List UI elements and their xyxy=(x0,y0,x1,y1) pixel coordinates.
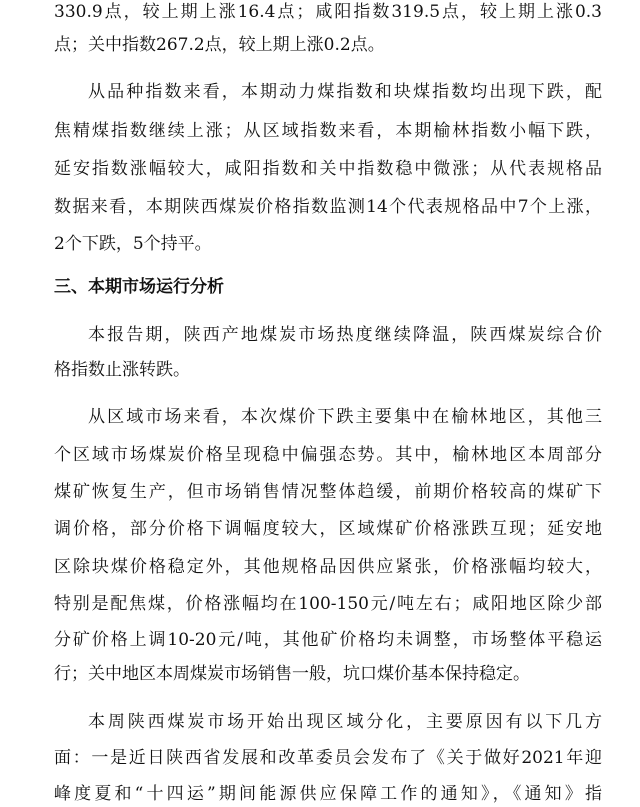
text-line: 焦精煤指数继续上涨；从区域指数来看，本期榆林指数小幅下跌， xyxy=(54,121,602,141)
text-line: 特别是配焦煤，价格涨幅均在100-150元/吨左右；咸阳地区除少部 xyxy=(54,594,602,614)
text-line: 分矿价格上调10-20元/吨，其他矿价格均未调整，市场整体平稳运 xyxy=(54,630,602,650)
text-line: 煤矿恢复生产，但市场销售情况整体趋缓，前期价格较高的煤矿下 xyxy=(54,482,602,502)
text-line: 调价格，部分价格下调幅度较大，区域煤矿价格涨跌互现；延安地 xyxy=(54,519,602,539)
text-line: 本周陕西煤炭市场开始出现区域分化，主要原因有以下几方 xyxy=(88,712,602,732)
text-line: 数据来看，本期陕西煤炭价格指数监测14个代表规格品中7个上涨， xyxy=(54,197,602,217)
text-line: 峰度夏和“十四运”期间能源供应保障工作的通知》，《通知》指 xyxy=(54,784,602,804)
text-line: 行；关中地区本周煤炭市场销售一般，坑口煤价基本保持稳定。 xyxy=(54,664,530,684)
text-line: 点；关中指数267.2点，较上期上涨0.2点。 xyxy=(54,35,385,55)
text-line: 2个下跌，5个持平。 xyxy=(54,234,212,254)
text-line: 延安指数涨幅较大，咸阳指数和关中指数稳中微涨；从代表规格品 xyxy=(54,159,602,179)
text-line: 330.9点，较上期上涨16.4点；咸阳指数319.5点，较上期上涨0.3 xyxy=(54,2,602,22)
text-line: 本报告期，陕西产地煤炭市场热度继续降温，陕西煤炭综合价 xyxy=(88,325,602,345)
text-line: 从区域市场来看，本次煤价下跌主要集中在榆林地区，其他三 xyxy=(88,407,602,427)
text-line: 格指数止涨转跌。 xyxy=(54,360,190,380)
text-line: 区除块煤价格稳定外，其他规格品因供应紧张，价格涨幅均较大， xyxy=(54,557,602,577)
text-line: 个区域市场煤炭价格呈现稳中偏强态势。其中，榆林地区本周部分 xyxy=(54,445,602,465)
section-heading: 三、本期市场运行分析 xyxy=(54,277,224,297)
text-line: 从品种指数来看，本期动力煤指数和块煤指数均出现下跌，配 xyxy=(88,82,602,102)
text-line: 面：一是近日陕西省发展和改革委员会发布了《关于做好2021年迎 xyxy=(54,748,602,768)
